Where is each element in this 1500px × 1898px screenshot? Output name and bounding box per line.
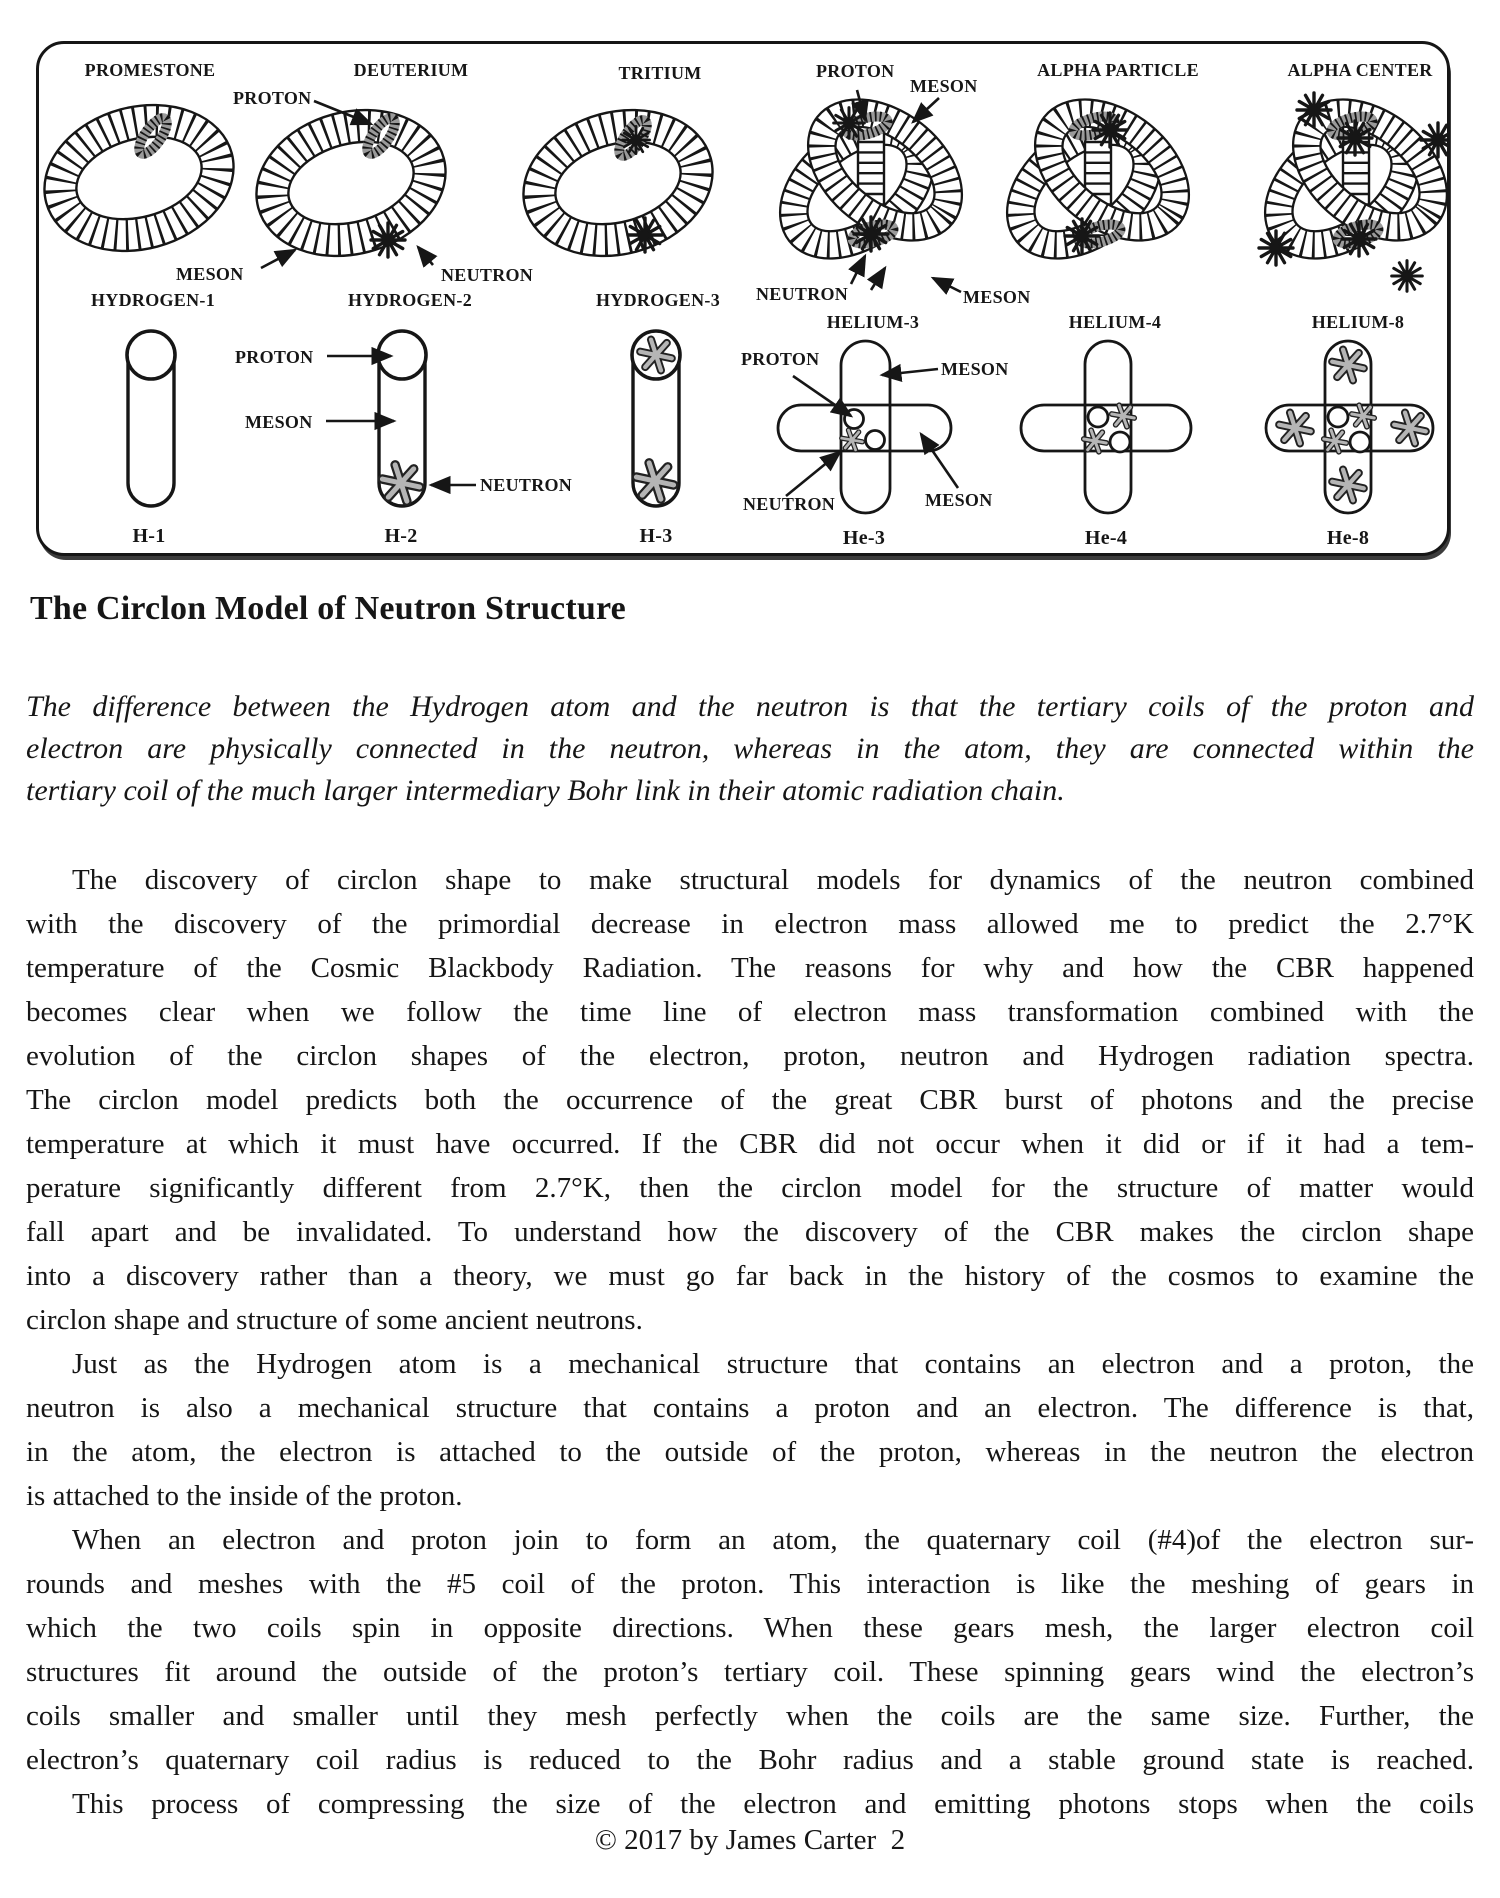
body-line: coils smaller and smaller until they mesh perfectly when the coils are the same size. Further, the — [26, 1700, 1474, 1732]
neutron-asterisk-icon — [1329, 468, 1366, 502]
body-line: The discovery of circlon shape to make structural models for dynamics of the neutron combined — [72, 864, 1474, 896]
capsule-h3 — [632, 331, 680, 506]
callout-proton-he3: PROTON — [741, 349, 820, 369]
body-line: circlon shape and structure of some ancient neutrons. — [26, 1304, 643, 1336]
label-hydrogen-2: HYDROGEN-2 — [348, 290, 472, 310]
torus-alpha-particle — [980, 71, 1216, 288]
epigraph-line: electron are physically connected in the neutron, whereas in the atom, they are connected within the — [26, 732, 1474, 765]
torus-tritium — [507, 90, 729, 277]
callout-proton-h2: PROTON — [235, 347, 314, 367]
torus-alpha-center — [1238, 71, 1447, 292]
body-line: structures fit around the outside of the proton’s tertiary coil. These spinning gears wind the electron’s — [26, 1656, 1474, 1688]
label-promestone: PROMESTONE — [84, 60, 216, 80]
body-line: evolution of the circlon shapes of the electron, proton, neutron and Hydrogen radiation spectra. — [26, 1040, 1474, 1072]
body-line: into a discovery rather than a theory, we must go far back in the history of the cosmos to examine the — [26, 1260, 1474, 1292]
label-tritium: TRITIUM — [618, 63, 702, 83]
callout-proton-deuterium: PROTON — [233, 88, 312, 108]
body-line: Just as the Hydrogen atom is a mechanical structure that contains an electron and a proton, the — [72, 1348, 1474, 1380]
body-line: When an electron and proton join to form an atom, the quaternary coil (#4)of the electron sur- — [72, 1524, 1474, 1556]
label-hydrogen-3: HYDROGEN-3 — [596, 290, 720, 310]
label-hydrogen-1: HYDROGEN-1 — [91, 290, 215, 310]
callout-meson-he3-bottom: MESON — [925, 490, 993, 510]
body-line: electron’s quaternary coil radius is reduced to the Bohr radius and a stable ground state is reached. — [26, 1744, 1474, 1776]
callout-neutron-helium3: NEUTRON — [756, 284, 849, 304]
body-line: neutron is also a mechanical structure that contains a proton and an electron. The difference is that, — [26, 1392, 1474, 1424]
label-he-3: He-3 — [842, 527, 886, 549]
label-alpha-particle: ALPHA PARTICLE — [1037, 60, 1199, 80]
neutron-asterisk-icon — [840, 429, 864, 451]
body-line: fall apart and be invalidated. To understand how the discovery of the CBR makes the circlon shape — [26, 1216, 1474, 1248]
label-h-1: H-1 — [132, 525, 166, 547]
label-helium-8: HELIUM-8 — [1311, 312, 1405, 332]
callout-neutron-h2: NEUTRON — [480, 475, 573, 495]
label-helium-3: HELIUM-3 — [826, 312, 920, 332]
callout-proton-helium3: PROTON — [816, 61, 895, 81]
epigraph — [26, 686, 1474, 812]
copyright-footer: © 2017 by James Carter 2 — [594, 1824, 906, 1856]
epigraph-line: tertiary coil of the much larger intermediary Bohr link in their atomic radiation chain. — [26, 774, 1065, 807]
callout-neutron-he3: NEUTRON — [743, 494, 836, 514]
label-alpha-center: ALPHA CENTER — [1287, 60, 1433, 80]
body-line: becomes clear when we follow the time line of electron mass transformation combined with the — [26, 996, 1474, 1028]
label-deuterium: DEUTERIUM — [353, 60, 469, 80]
torus-deuterium — [240, 90, 462, 277]
body-line: temperature at which it must have occurred. If the CBR did not occur when it did or if it had a tem- — [26, 1128, 1474, 1160]
torus-helium3 — [753, 71, 989, 288]
capsule-he4 — [1021, 341, 1191, 513]
label-he-8: He-8 — [1326, 527, 1370, 549]
torus-promestone — [39, 85, 250, 272]
body-line: temperature of the Cosmic Blackbody Radiation. The reasons for why and how the CBR happened — [26, 952, 1474, 984]
label-h-2: H-2 — [384, 525, 418, 547]
callout-meson-helium3-bottom: MESON — [963, 287, 1031, 307]
body-line: The circlon model predicts both the occurrence of the great CBR burst of photons and the precise — [26, 1084, 1474, 1116]
page-title: The Circlon Model of Neutron Structure — [30, 590, 626, 627]
body-line: rounds and meshes with the #5 coil of the proton. This interaction is like the meshing of gears in — [26, 1568, 1474, 1600]
figure-drawing — [39, 44, 1447, 553]
callout-meson-helium3-top: MESON — [910, 76, 978, 96]
body-text — [26, 858, 1474, 1826]
label-he-4: He-4 — [1084, 527, 1128, 549]
neutron-asterisk-icon — [1391, 411, 1428, 445]
neutron-asterisk-icon — [1329, 348, 1366, 382]
body-line: with the discovery of the primordial decrease in electron mass allowed me to predict the 2.7°K — [26, 908, 1474, 940]
capsule-h1 — [127, 331, 175, 506]
label-helium-4: HELIUM-4 — [1068, 312, 1162, 332]
body-line: This process of compressing the size of the electron and emitting photons stops when the coils — [72, 1788, 1474, 1820]
neutron-asterisk-icon — [1276, 411, 1313, 445]
callout-neutron-deuterium: NEUTRON — [441, 265, 534, 285]
callout-meson-h2: MESON — [245, 412, 313, 432]
epigraph-line: The difference between the Hydrogen atom and the neutron is that the tertiary coils of the proton and — [26, 690, 1474, 723]
callout-meson-deuterium: MESON — [176, 264, 244, 284]
body-line: which the two coils spin in opposite directions. When these gears mesh, the larger electron coil — [26, 1612, 1474, 1644]
body-line: is attached to the inside of the proton. — [26, 1480, 463, 1512]
body-line: in the atom, the electron is attached to the outside of the proton, whereas in the neutron the electron — [26, 1436, 1474, 1468]
nucleus-figure — [36, 41, 1450, 556]
body-line: perature significantly different from 2.7°K, then the circlon model for the structure of matter would — [26, 1172, 1474, 1204]
callout-meson-he3-top: MESON — [941, 359, 1009, 379]
label-h-3: H-3 — [639, 525, 673, 547]
